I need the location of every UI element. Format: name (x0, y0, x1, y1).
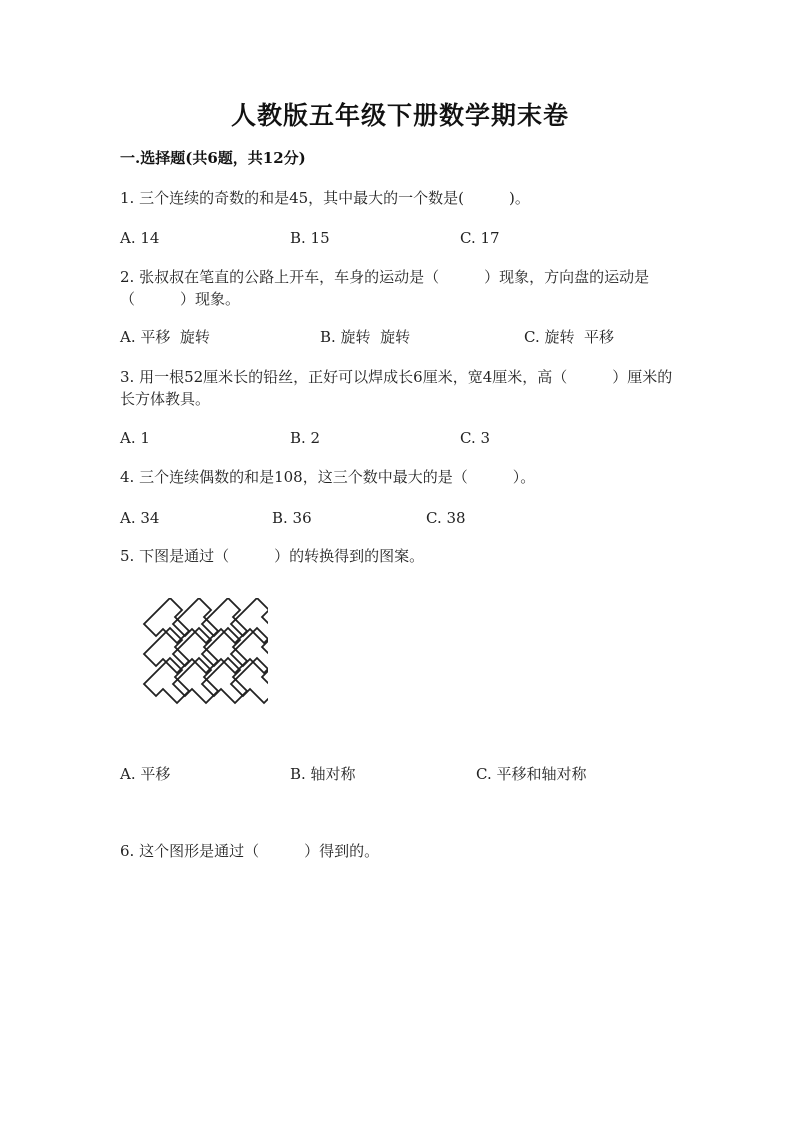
q1-option-a[interactable]: A. 14 (120, 229, 160, 247)
q2-option-b[interactable]: B. 旋转 旋转 (320, 328, 411, 346)
q3-option-c[interactable]: C. 3 (460, 429, 491, 447)
question-3: 3. 用一根52厘米长的铅丝，正好可以焊成长6厘米，宽4厘米，高（ ）厘米的长方体教具。 (120, 368, 673, 408)
question-5: 5. 下图是通过（ ）的转换得到的图案。 (120, 547, 425, 565)
q4-option-b[interactable]: B. 36 (272, 509, 312, 527)
q4-option-a[interactable]: A. 34 (120, 509, 160, 527)
q5-option-c[interactable]: C. 平移和轴对称 (476, 765, 587, 783)
q3-option-b[interactable]: B. 2 (290, 429, 321, 447)
question-6: 6. 这个图形是通过（ ）得到的。 (120, 842, 380, 860)
section-heading: 一.选择题(共6题，共12分) (120, 149, 306, 167)
q5-option-b[interactable]: B. 轴对称 (290, 765, 356, 783)
question-1: 1. 三个连续的奇数的和是45，其中最大的一个数是( )。 (120, 189, 530, 207)
q5-option-a[interactable]: A. 平移 (120, 765, 171, 783)
q2-option-a[interactable]: A. 平移 旋转 (120, 328, 210, 346)
tessellated-t-shapes-icon (118, 598, 268, 727)
q4-option-c[interactable]: C. 38 (426, 509, 466, 527)
q2-option-c[interactable]: C. 旋转 平移 (524, 328, 615, 346)
q1-option-b[interactable]: B. 15 (290, 229, 330, 247)
question-2: 2. 张叔叔在笔直的公路上开车，车身的运动是（ ）现象，方向盘的运动是（ ）现象。 (120, 268, 650, 308)
q3-option-a[interactable]: A. 1 (120, 429, 150, 447)
q1-option-c[interactable]: C. 17 (460, 229, 500, 247)
page-title: 人教版五年级下册数学期末卷 (230, 101, 569, 130)
question-4: 4. 三个连续偶数的和是108，这三个数中最大的是（ ）。 (120, 468, 536, 486)
